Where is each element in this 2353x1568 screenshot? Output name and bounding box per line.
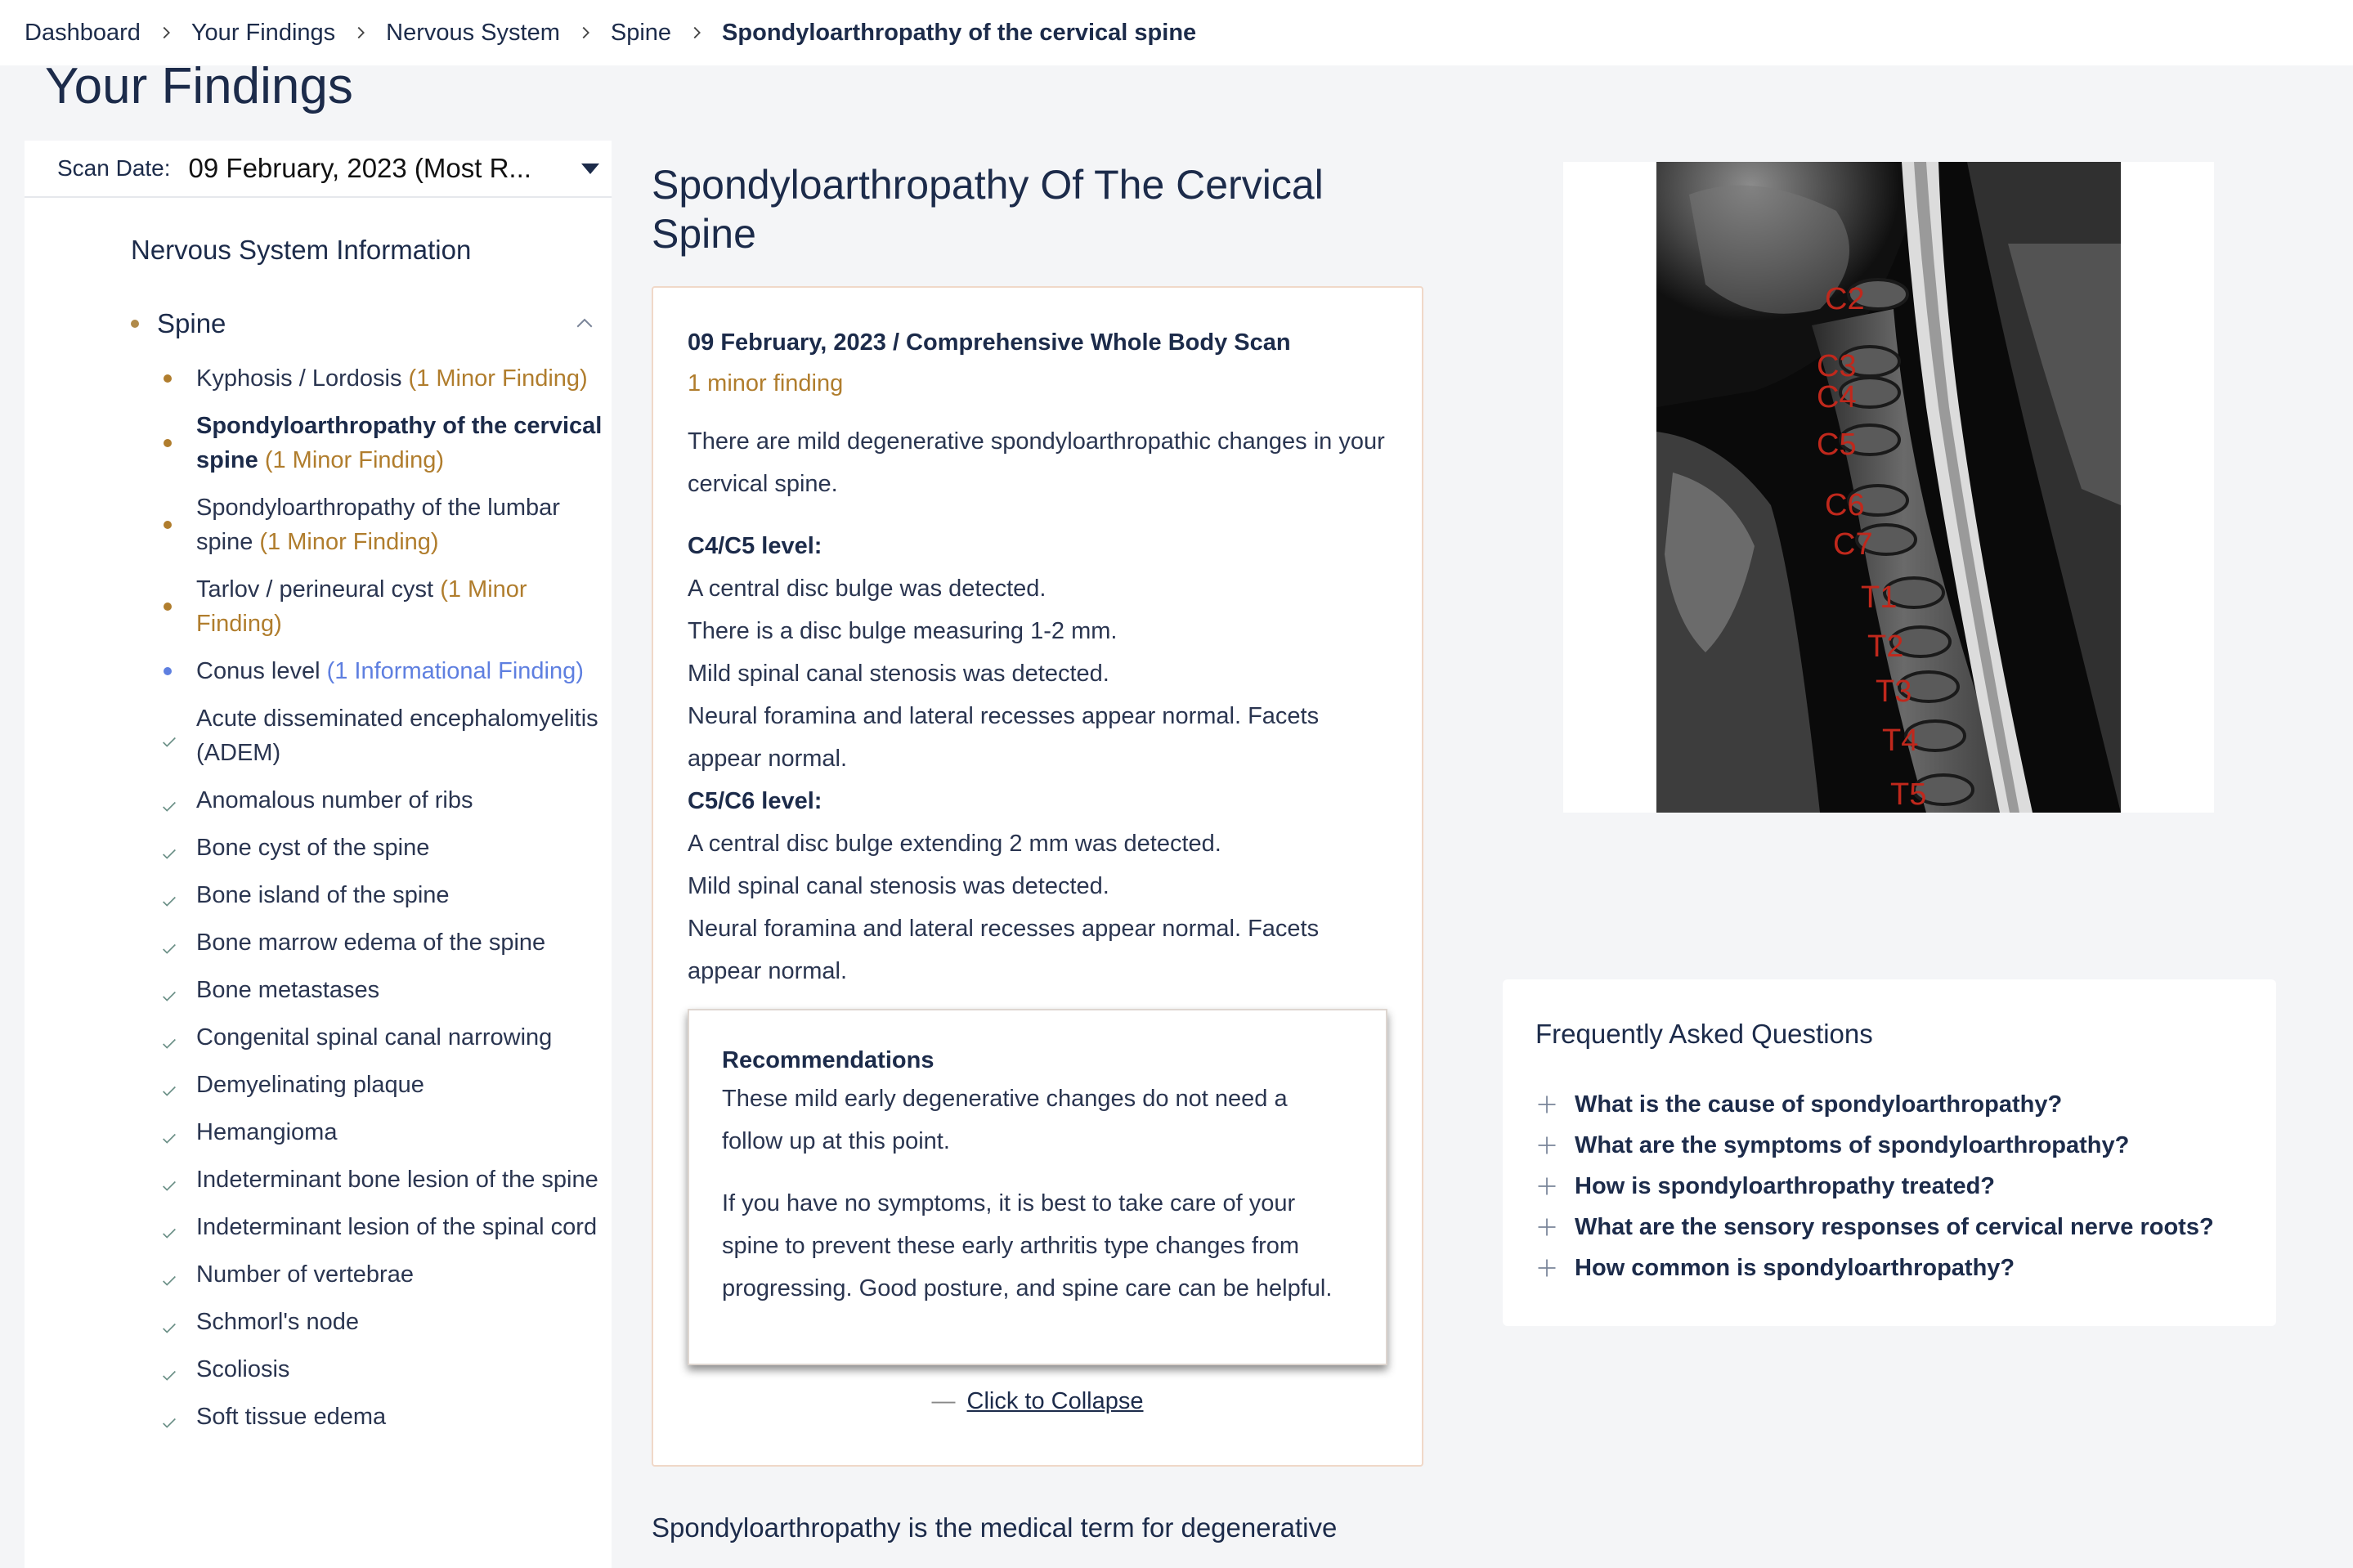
sidebar-clear-item[interactable]	[164, 1305, 605, 1339]
level-line: There is a disc bulge measuring 1-2 mm.	[688, 618, 1118, 644]
nav-section-label: Spine	[157, 308, 226, 338]
nav-list	[164, 361, 605, 1447]
sidebar-clear-item[interactable]	[164, 1163, 605, 1197]
finding-name: Spondyloarthropathy of the cervical spine	[196, 413, 603, 473]
clear-item-name: Hemangioma	[196, 1119, 338, 1145]
breadcrumb-nervous-system[interactable]: Nervous System	[386, 19, 560, 46]
sidebar-finding-item[interactable]	[164, 572, 605, 641]
chevron-up-icon[interactable]	[572, 311, 597, 336]
chevron-right-icon	[352, 24, 370, 42]
sidebar-finding-item[interactable]	[164, 409, 605, 477]
collapse-control	[653, 1388, 1422, 1415]
chevron-right-icon	[688, 24, 706, 42]
faq-question-text: How is spondyloarthropathy treated?	[1575, 1172, 1995, 1199]
finding-bullet-icon	[164, 374, 172, 383]
page-title: Your Findings	[45, 58, 353, 114]
faq-question[interactable]	[1535, 1084, 2255, 1125]
recommendation-text: If you have no symptoms, it is best to take care of your spine to prevent these early arthritis type changes from progressing. Good posture, and spine care can be helpful.	[722, 1190, 1333, 1301]
spine-mri-drawing	[1656, 162, 2121, 813]
spine-mri-image	[1656, 162, 2121, 813]
check-icon	[160, 1218, 178, 1236]
check-icon	[160, 1171, 178, 1189]
clear-item-name: Acute disseminated encephalomyelitis (ADEM)	[196, 706, 598, 766]
finding-meta: 09 February, 2023 / Comprehensive Whole Body Scan	[688, 329, 1291, 356]
clear-item-name: Soft tissue edema	[196, 1404, 387, 1430]
vertebra-label: C3	[1817, 349, 1857, 383]
sidebar	[25, 141, 612, 1568]
vertebra-label: T1	[1861, 580, 1898, 615]
finding-card	[652, 286, 1423, 1467]
sidebar-clear-item[interactable]	[164, 1210, 605, 1244]
recommendations-box	[688, 1009, 1387, 1365]
finding-name: Kyphosis / Lordosis	[196, 365, 402, 392]
scan-date-label: Scan Date:	[57, 155, 171, 181]
check-icon	[160, 886, 178, 904]
finding-intro-text: Spondyloarthropathy is the medical term for degenerative	[652, 1512, 1338, 1543]
nav-section-spine[interactable]	[131, 308, 613, 339]
finding-tag: (1 Minor Finding)	[196, 576, 527, 637]
sidebar-clear-item[interactable]	[164, 1020, 605, 1055]
finding-description: There are mild degenerative spondyloarthropathic changes in your cervical spine.	[688, 428, 1385, 497]
faq-panel	[1503, 979, 2276, 1326]
check-icon	[160, 981, 178, 999]
check-icon	[160, 1076, 178, 1094]
sidebar-clear-item[interactable]	[164, 783, 605, 818]
level-line: Mild spinal canal stenosis was detected.	[688, 873, 1109, 899]
level-heading: C4/C5 level:	[688, 533, 822, 559]
level-line: A central disc bulge extending 2 mm was detected.	[688, 831, 1221, 857]
breadcrumb-current: Spondyloarthropathy of the cervical spine	[722, 19, 1197, 46]
scan-date-value[interactable]: 09 February, 2023 (Most R...	[188, 153, 531, 183]
plus-icon[interactable]	[1535, 1175, 1558, 1198]
vertebra-label: C6	[1825, 488, 1865, 522]
breadcrumb-dashboard[interactable]: Dashboard	[25, 19, 141, 46]
vertebra-label: C5	[1817, 428, 1857, 462]
check-icon	[160, 727, 178, 745]
clear-item-name: Indeterminant lesion of the spinal cord	[196, 1214, 598, 1240]
nav-heading: Nervous System Information	[131, 235, 472, 265]
breadcrumb-spine[interactable]: Spine	[610, 19, 672, 46]
vertebra-label: C2	[1825, 282, 1865, 316]
breadcrumb-your-findings[interactable]: Your Findings	[190, 19, 336, 46]
finding-count: 1 minor finding	[688, 370, 844, 396]
chevron-right-icon	[576, 24, 594, 42]
mri-image-panel	[1563, 162, 2214, 813]
sidebar-finding-item[interactable]	[164, 654, 605, 688]
caret-down-icon[interactable]	[581, 164, 599, 174]
chevron-right-icon	[157, 24, 175, 42]
check-icon	[160, 839, 178, 857]
sidebar-clear-item[interactable]	[164, 1257, 605, 1292]
vertebra-label: C4	[1817, 380, 1857, 414]
check-icon	[160, 1313, 178, 1331]
section-bullet-icon	[131, 320, 139, 328]
check-icon	[160, 1360, 178, 1378]
sidebar-clear-item[interactable]	[164, 831, 605, 865]
sidebar-clear-item[interactable]	[164, 878, 605, 912]
recommendations-title: Recommendations	[722, 1047, 934, 1073]
sidebar-finding-item[interactable]	[164, 361, 605, 396]
clear-item-name: Schmorl's node	[196, 1309, 359, 1335]
finding-tag: (1 Informational Finding)	[326, 658, 584, 684]
clear-item-name: Anomalous number of ribs	[196, 787, 473, 813]
sidebar-clear-item[interactable]	[164, 973, 605, 1007]
clear-item-name: Number of vertebrae	[196, 1261, 414, 1288]
finding-bullet-icon	[164, 521, 172, 529]
sidebar-clear-item[interactable]	[164, 1115, 605, 1149]
level-line: A central disc bulge was detected.	[688, 576, 1047, 602]
sidebar-clear-item[interactable]	[164, 1400, 605, 1434]
finding-title: Spondyloarthropathy Of The Cervical Spine	[652, 162, 1324, 257]
clear-item-name: Bone metastases	[196, 977, 380, 1003]
faq-question-text: What are the symptoms of spondyloarthropathy?	[1575, 1131, 2130, 1158]
check-icon	[160, 1123, 178, 1141]
finding-bullet-icon	[164, 603, 172, 611]
sidebar-clear-item[interactable]	[164, 1352, 605, 1387]
finding-tag: (1 Minor Finding)	[264, 447, 444, 473]
vertebra-label: T3	[1876, 674, 1912, 709]
plus-icon[interactable]	[1535, 1216, 1558, 1239]
scan-date-select[interactable]	[25, 141, 612, 198]
check-icon	[160, 1028, 178, 1046]
finding-tag: (1 Minor Finding)	[259, 529, 439, 555]
recommendation-text: These mild early degenerative changes do not need a follow up at this point.	[722, 1086, 1288, 1154]
faq-question-text: What is the cause of spondyloarthropathy?	[1575, 1091, 2063, 1118]
sidebar-clear-item[interactable]	[164, 1068, 605, 1102]
clear-item-name: Bone island of the spine	[196, 882, 450, 908]
faq-title: Frequently Asked Questions	[1535, 1019, 1873, 1049]
clear-item-name: Indeterminant bone lesion of the spine	[196, 1167, 598, 1193]
vertebra-label: T2	[1867, 629, 1904, 664]
clear-item-name: Scoliosis	[196, 1356, 290, 1382]
check-icon	[160, 1266, 178, 1284]
faq-question[interactable]	[1535, 1125, 2255, 1166]
finding-bullet-icon	[164, 667, 172, 675]
plus-icon[interactable]	[1535, 1134, 1558, 1157]
check-icon	[160, 934, 178, 952]
check-icon	[160, 791, 178, 809]
sidebar-clear-item[interactable]	[164, 925, 605, 960]
finding-bullet-icon	[164, 439, 172, 447]
vertebra-label: C7	[1833, 527, 1873, 562]
check-icon	[160, 1408, 178, 1426]
plus-icon[interactable]	[1535, 1093, 1558, 1116]
plus-icon[interactable]	[1535, 1257, 1558, 1279]
level-line: Neural foramina and lateral recesses appear normal. Facets appear normal.	[688, 703, 1320, 772]
clear-item-name: Demyelinating plaque	[196, 1072, 424, 1098]
faq-question-text: How common is spondyloarthropathy?	[1575, 1254, 2015, 1281]
finding-name: Spondyloarthropathy of the lumbar spine	[196, 495, 560, 555]
level-line: Neural foramina and lateral recesses appear normal. Facets appear normal.	[688, 916, 1320, 984]
finding-tag: (1 Minor Finding)	[408, 365, 588, 392]
dash-icon: —	[931, 1388, 956, 1414]
faq-list	[1535, 1084, 2255, 1288]
clear-item-name: Bone cyst of the spine	[196, 835, 430, 861]
faq-question[interactable]	[1535, 1166, 2255, 1207]
faq-question-text: What are the sensory responses of cervical nerve roots?	[1575, 1213, 2214, 1240]
faq-question[interactable]	[1535, 1248, 2255, 1288]
finding-name: Conus level	[196, 658, 320, 684]
collapse-link[interactable]: Click to Collapse	[966, 1388, 1144, 1414]
clear-item-name: Bone marrow edema of the spine	[196, 930, 546, 956]
sidebar-clear-item[interactable]	[164, 701, 605, 770]
faq-question[interactable]	[1535, 1207, 2255, 1248]
level-line: Mild spinal canal stenosis was detected.	[688, 661, 1109, 687]
vertebra-label: T5	[1890, 777, 1927, 812]
vertebra-label: T4	[1882, 724, 1919, 758]
breadcrumb	[0, 0, 2353, 65]
level-heading: C5/C6 level:	[688, 788, 822, 814]
sidebar-finding-item[interactable]	[164, 491, 605, 559]
finding-name: Tarlov / perineural cyst	[196, 576, 434, 603]
clear-item-name: Congenital spinal canal narrowing	[196, 1024, 553, 1051]
